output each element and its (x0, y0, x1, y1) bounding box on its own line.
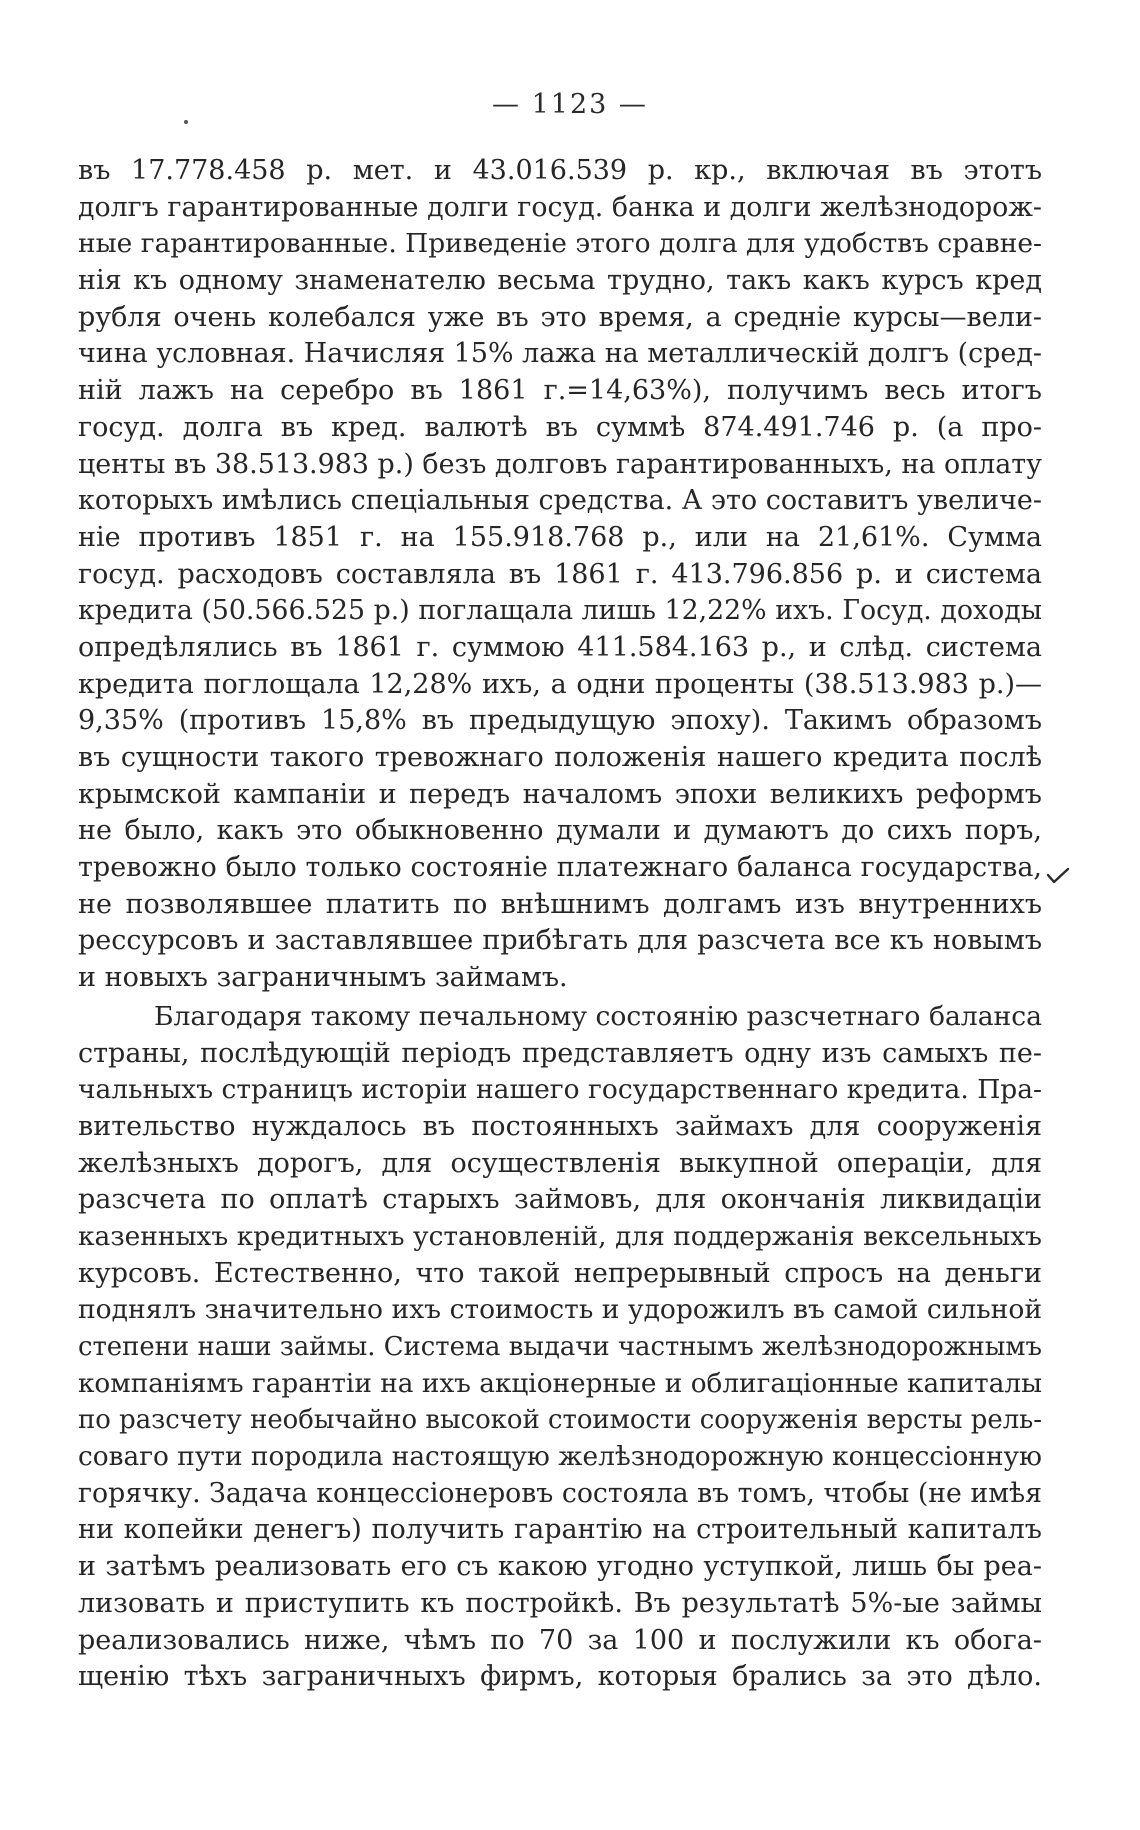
text-line: и затѣмъ реализовать его съ какою угодно уступкой, лишь бы реа- (78, 1551, 1042, 1583)
text-line: опредѣлялись въ 1861 г. суммою 411.584.163 р., и слѣд. система (78, 631, 1042, 663)
text-line: кредита поглощала 12,28% ихъ, а одни проценты (38.513.983 р.)— (78, 668, 1042, 700)
text-line: центы въ 38.513.983 р.) безъ долговъ гарантированныхъ, на оплату (78, 448, 1042, 480)
text-line: реализовались ниже, чѣмъ по 70 за 100 и послужили къ обога- (78, 1624, 1042, 1656)
text-line: курсовъ. Естественно, что такой непрерывный спросъ на деньги (78, 1257, 1042, 1289)
text-line: ни копейки денегъ) получить гарантію на строительный капиталъ (78, 1514, 1042, 1546)
text-line: щенію тѣхъ заграничныхъ фирмъ, которыя брались за это дѣло. (78, 1661, 1042, 1693)
text-line: ные гарантированные. Приведеніе этого долга для удобствъ сравне- (78, 228, 1042, 260)
text-line: 9,35% (противъ 15,8% въ предыдущую эпоху). Такимъ образомъ (78, 705, 1042, 737)
text-line: желѣзныхъ дорогъ, для осуществленія выкупной операціи, для (78, 1147, 1042, 1179)
text-line: тревожно было только состояніе платежнаго баланса государства, (78, 852, 1042, 884)
text-line: по разсчету необычайно высокой стоимости сооруженія версты рель- (78, 1405, 1042, 1436)
text-line: не позволявшее платить по внѣшнимъ долгамъ изъ внутреннихъ (78, 888, 1042, 920)
text-line: степени наши займы. Система выдачи частнымъ желѣзнодорожнымъ (78, 1332, 1042, 1362)
page-number: — 1123 — (492, 89, 648, 120)
paragraph (78, 153, 1042, 997)
text-line: долгъ гарантированные долги госуд. банка и долги желѣзнодорож- (78, 191, 1042, 223)
text-line: рубля очень колебался уже въ это время, а средніе курсы—вели- (78, 301, 1042, 333)
text-line: нія къ одному знаменателю весьма трудно, такъ какъ курсъ кред (78, 265, 1042, 297)
text-line: страны, послѣдующій періодъ представляетъ одну изъ самыхъ пе- (78, 1037, 1042, 1069)
text-line: горячку. Задача концессіонеровъ состояла въ томъ, чтобы (не имѣя (78, 1477, 1042, 1509)
paragraph (78, 999, 1042, 1696)
text-line: Благодаря такому печальному состоянію разсчетнаго баланса (154, 1000, 1042, 1032)
text-line: госуд. долга въ кред. валютѣ въ суммѣ 874.491.746 р. (а про- (78, 411, 1042, 443)
text-line: соваго пути породила настоящую желѣзнодорожную концессіонную (78, 1442, 1042, 1473)
text-line: кредита (50.566.525 р.) поглащала лишь 12,22% ихъ. Госуд. доходы (78, 595, 1042, 627)
text-line: казенныхъ кредитныхъ установленій, для поддержанія вексельныхъ (78, 1220, 1042, 1252)
text-line: разсчета по оплатѣ старыхъ займовъ, для окончанія ликвидаціи (78, 1184, 1042, 1216)
text-line: которыхъ имѣлись спеціальныя средства. А это составитъ увеличе- (78, 485, 1042, 517)
text-line: крымской кампаніи и передъ началомъ эпохи великихъ реформъ (78, 778, 1042, 810)
text-line: въ сущности такого тревожнаго положенія нашего кредита послѣ (78, 742, 1042, 773)
body-text (78, 153, 1042, 1696)
text-line: ніе противъ 1851 г. на 155.918.768 р., или на 21,61%. Сумма (78, 521, 1042, 553)
text-line: въ 17.778.458 р. мет. и 43.016.539 р. кр., включая въ этотъ (78, 155, 1042, 186)
ink-speck (184, 120, 188, 124)
text-line: рессурсовъ и заставлявшее прибѣгать для разсчета все къ новымъ (78, 925, 1042, 957)
text-line: чина условная. Начисляя 15% лажа на металлическій долгъ (сред- (78, 338, 1042, 370)
text-line: ній лажъ на серебро въ 1861 г.=14,63%), получимъ весь итогъ (78, 375, 1042, 407)
text-line: не было, какъ это обыкновенно думали и думаютъ до сихъ поръ, (78, 815, 1042, 847)
text-line: и новыхъ заграничнымъ займамъ. (78, 962, 568, 994)
text-line: поднялъ значительно ихъ стоимость и удорожилъ въ самой сильной (78, 1294, 1042, 1326)
checkmark-icon (1046, 866, 1070, 886)
text-line: лизовать и приступить къ постройкѣ. Въ результатѣ 5%-ые займы (78, 1587, 1042, 1619)
text-line: компаніямъ гарантіи на ихъ акціонерные и облигаціонные капиталы (78, 1368, 1042, 1399)
text-line: вительство нуждалось въ постоянныхъ займахъ для сооруженія (78, 1110, 1042, 1142)
text-line: чальныхъ страницъ исторіи нашего государственнаго кредита. Пра- (78, 1074, 1042, 1106)
text-line: госуд. расходовъ составляла въ 1861 г. 413.796.856 р. и система (78, 558, 1042, 590)
